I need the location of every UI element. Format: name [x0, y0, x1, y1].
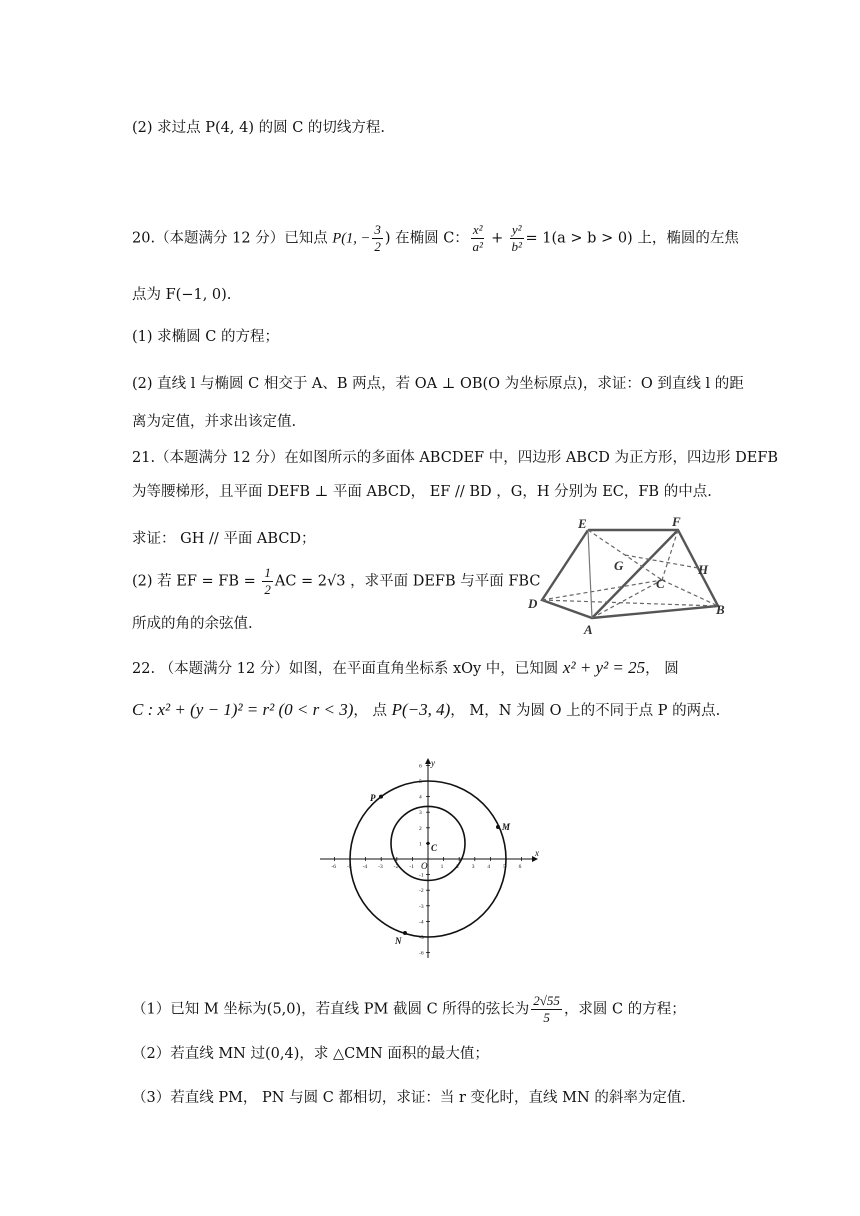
- q20-point-p: P(1, −: [332, 230, 371, 247]
- label-e: E: [578, 516, 587, 531]
- q21-line4-a: (2) 若 EF = FB =: [132, 573, 261, 590]
- x-tick-label: -4: [362, 864, 368, 870]
- y-tick-label: -2: [419, 888, 424, 895]
- q20-heading: 20.（本题满分 12 分）已知点 P(1, − $\frac{3}{2}$ ) 在椭圆 C： $\frac{\text{x²}}{\text{a²}}$ + $\frac{\text{y²}}{\text{b²}}$ = 1(a > b > 0) 上，椭圆的左焦: [132, 222, 739, 254]
- label-origin: O: [421, 861, 428, 871]
- label-a: A: [584, 622, 593, 637]
- x-tick-label: 3: [471, 864, 475, 870]
- y-tick-label: 1: [419, 841, 422, 848]
- segment-gh: [625, 555, 698, 568]
- point-p: [379, 795, 383, 799]
- q22-part1: [132, 993, 686, 1026]
- q21-line4-b: AC = 2√3 ，求平面 DEFB 与平面 FBC: [274, 573, 541, 590]
- q19-part2: (2) 求过点 P(4, 4) 的圆 C 的切线方程.: [132, 120, 386, 136]
- q20-part2-a: (2) 直线 l 与椭圆 C 相交于 A、B 两点，若 OA ⊥ OB(O 为坐标原点)，求证：O 到直线 l 的距: [132, 376, 744, 392]
- y-tick-label: 2: [419, 825, 422, 832]
- label-d: D: [528, 596, 538, 611]
- q21-fraction: [262, 565, 273, 598]
- q22-fraction: [531, 993, 562, 1026]
- q22-frac-num: 2√55: [533, 993, 560, 1008]
- q20-ellipse-rest: = 1(a > b > 0) 上，椭圆的左焦: [525, 230, 739, 247]
- q20-intro: 已知点: [284, 230, 333, 247]
- point-c: [426, 842, 429, 845]
- q20-b2: b²: [511, 239, 522, 254]
- x-tick-label: -5: [347, 864, 352, 870]
- q22-circle-c-eq: C : x² + (y − 1)² = r² (0 < r < 3): [132, 700, 354, 719]
- q21-line4: [132, 565, 540, 598]
- q22-line2: [132, 699, 720, 720]
- q22-part1-a: （1）已知 M 坐标为(5,0)，若直线 PM 截圆 C 所得的弦长为: [132, 1001, 530, 1018]
- x-tick-label: -3: [378, 864, 383, 870]
- label-m: M: [502, 822, 511, 832]
- x-tick-label: 4: [487, 864, 491, 870]
- q20-ellipse-x-term: [471, 222, 485, 255]
- y-tick-label: -4: [419, 919, 424, 926]
- coordinate-figure: [318, 756, 544, 964]
- x-tick-label: -2: [393, 864, 399, 870]
- label-p: P: [370, 793, 376, 803]
- label-h: H: [698, 562, 709, 577]
- q20-on-ellipse: ) 在椭圆 C：: [384, 230, 469, 247]
- y-tick-label: -3: [419, 903, 424, 910]
- label-b: B: [716, 602, 725, 617]
- q22-line2-b: ， M，N 为圆 O 上的不同于点 P 的两点.: [450, 703, 721, 719]
- edge-ea: [588, 530, 592, 618]
- x-tick-label: 5: [503, 864, 506, 870]
- y-tick-label: -1: [419, 872, 424, 879]
- q22-line1-a: 22. （本题满分 12 分）如图，在平面直角坐标系 xOy 中，已知圆: [132, 661, 563, 677]
- y-tick-label: 5: [419, 779, 422, 785]
- q20-y2: y²: [511, 222, 522, 237]
- edge-fa: [592, 530, 678, 618]
- y-tick-label: 4: [419, 794, 422, 801]
- q21-line5: 所成的角的余弦值.: [132, 616, 253, 632]
- y-tick-label: -5: [419, 935, 424, 941]
- x-tick-label: -6: [331, 864, 336, 870]
- y-tick-label: 3: [419, 810, 422, 817]
- q20-number: 20.: [132, 230, 156, 247]
- q22-circle-o-eq: x² + y² = 25: [562, 658, 646, 677]
- q20-part2-b: 离为定值，并求出该定值.: [132, 414, 297, 430]
- q20-part1: (1) 求椭圆 C 的方程；: [132, 329, 279, 345]
- polyhedron-figure: [522, 516, 732, 640]
- q22-part3: （3）若直线 PM， PN 与圆 C 都相切，求证：当 r 变化时，直线 MN 的斜率为定值.: [132, 1090, 686, 1106]
- q20-frac-den: 2: [374, 239, 381, 254]
- q21-frac-den: 2: [264, 582, 271, 597]
- x-tick-label: -1: [409, 864, 414, 870]
- q22-point-p: P(−3, 4): [391, 700, 451, 719]
- q22-part2: （2）若直线 MN 过(0,4)，求 △CMN 面积的最大值；: [132, 1046, 489, 1062]
- point-m: [496, 825, 500, 829]
- label-c: C: [656, 576, 665, 591]
- y-tick-label: 6: [419, 763, 422, 770]
- label-x-axis: x: [535, 848, 539, 858]
- q20-ellipse-y-term: [510, 222, 524, 255]
- q22-part1-b: ，求圆 C 的方程；: [563, 1001, 686, 1018]
- q20-frac-num: 3: [374, 222, 381, 237]
- q20-score-tag: （本题满分 12 分）: [155, 230, 285, 247]
- q21-line1: 21.（本题满分 12 分）在如图所示的多面体 ABCDEF 中，四边形 ABCD 为正方形，四边形 DEFB: [132, 450, 779, 466]
- label-f: F: [672, 516, 681, 529]
- label-c-point: C: [431, 843, 438, 853]
- label-n: N: [395, 936, 402, 946]
- q20-fraction: [372, 222, 383, 255]
- label-y-axis: y: [431, 758, 435, 768]
- q21-line2: 为等腰梯形，且平面 DEFB ⊥ 平面 ABCD， EF // BD ，G，H 分别为 EC，FB 的中点.: [132, 484, 712, 500]
- x-tick-label: 1: [440, 864, 444, 870]
- y-tick-label: -6: [419, 950, 424, 957]
- x-tick-label: 6: [518, 864, 522, 870]
- label-g: G: [614, 558, 624, 573]
- q22-frac-den: 5: [543, 1010, 550, 1025]
- point-n: [403, 931, 407, 935]
- edge-db: [542, 600, 718, 606]
- q22-line2-a: ， 点: [353, 703, 392, 719]
- q21-frac-num: 1: [264, 565, 271, 580]
- q22-line1-b: ， 圆: [645, 661, 679, 677]
- q22-line1: [132, 657, 679, 678]
- q20-x2: x²: [472, 222, 483, 237]
- x-tick-label: 2: [456, 864, 459, 870]
- q20-a2: a²: [472, 239, 483, 254]
- edge-cb: [662, 580, 718, 606]
- q21-line3: 求证： GH // 平面 ABCD；: [132, 531, 316, 547]
- q20-line2: 点为 F(−1, 0).: [132, 287, 232, 303]
